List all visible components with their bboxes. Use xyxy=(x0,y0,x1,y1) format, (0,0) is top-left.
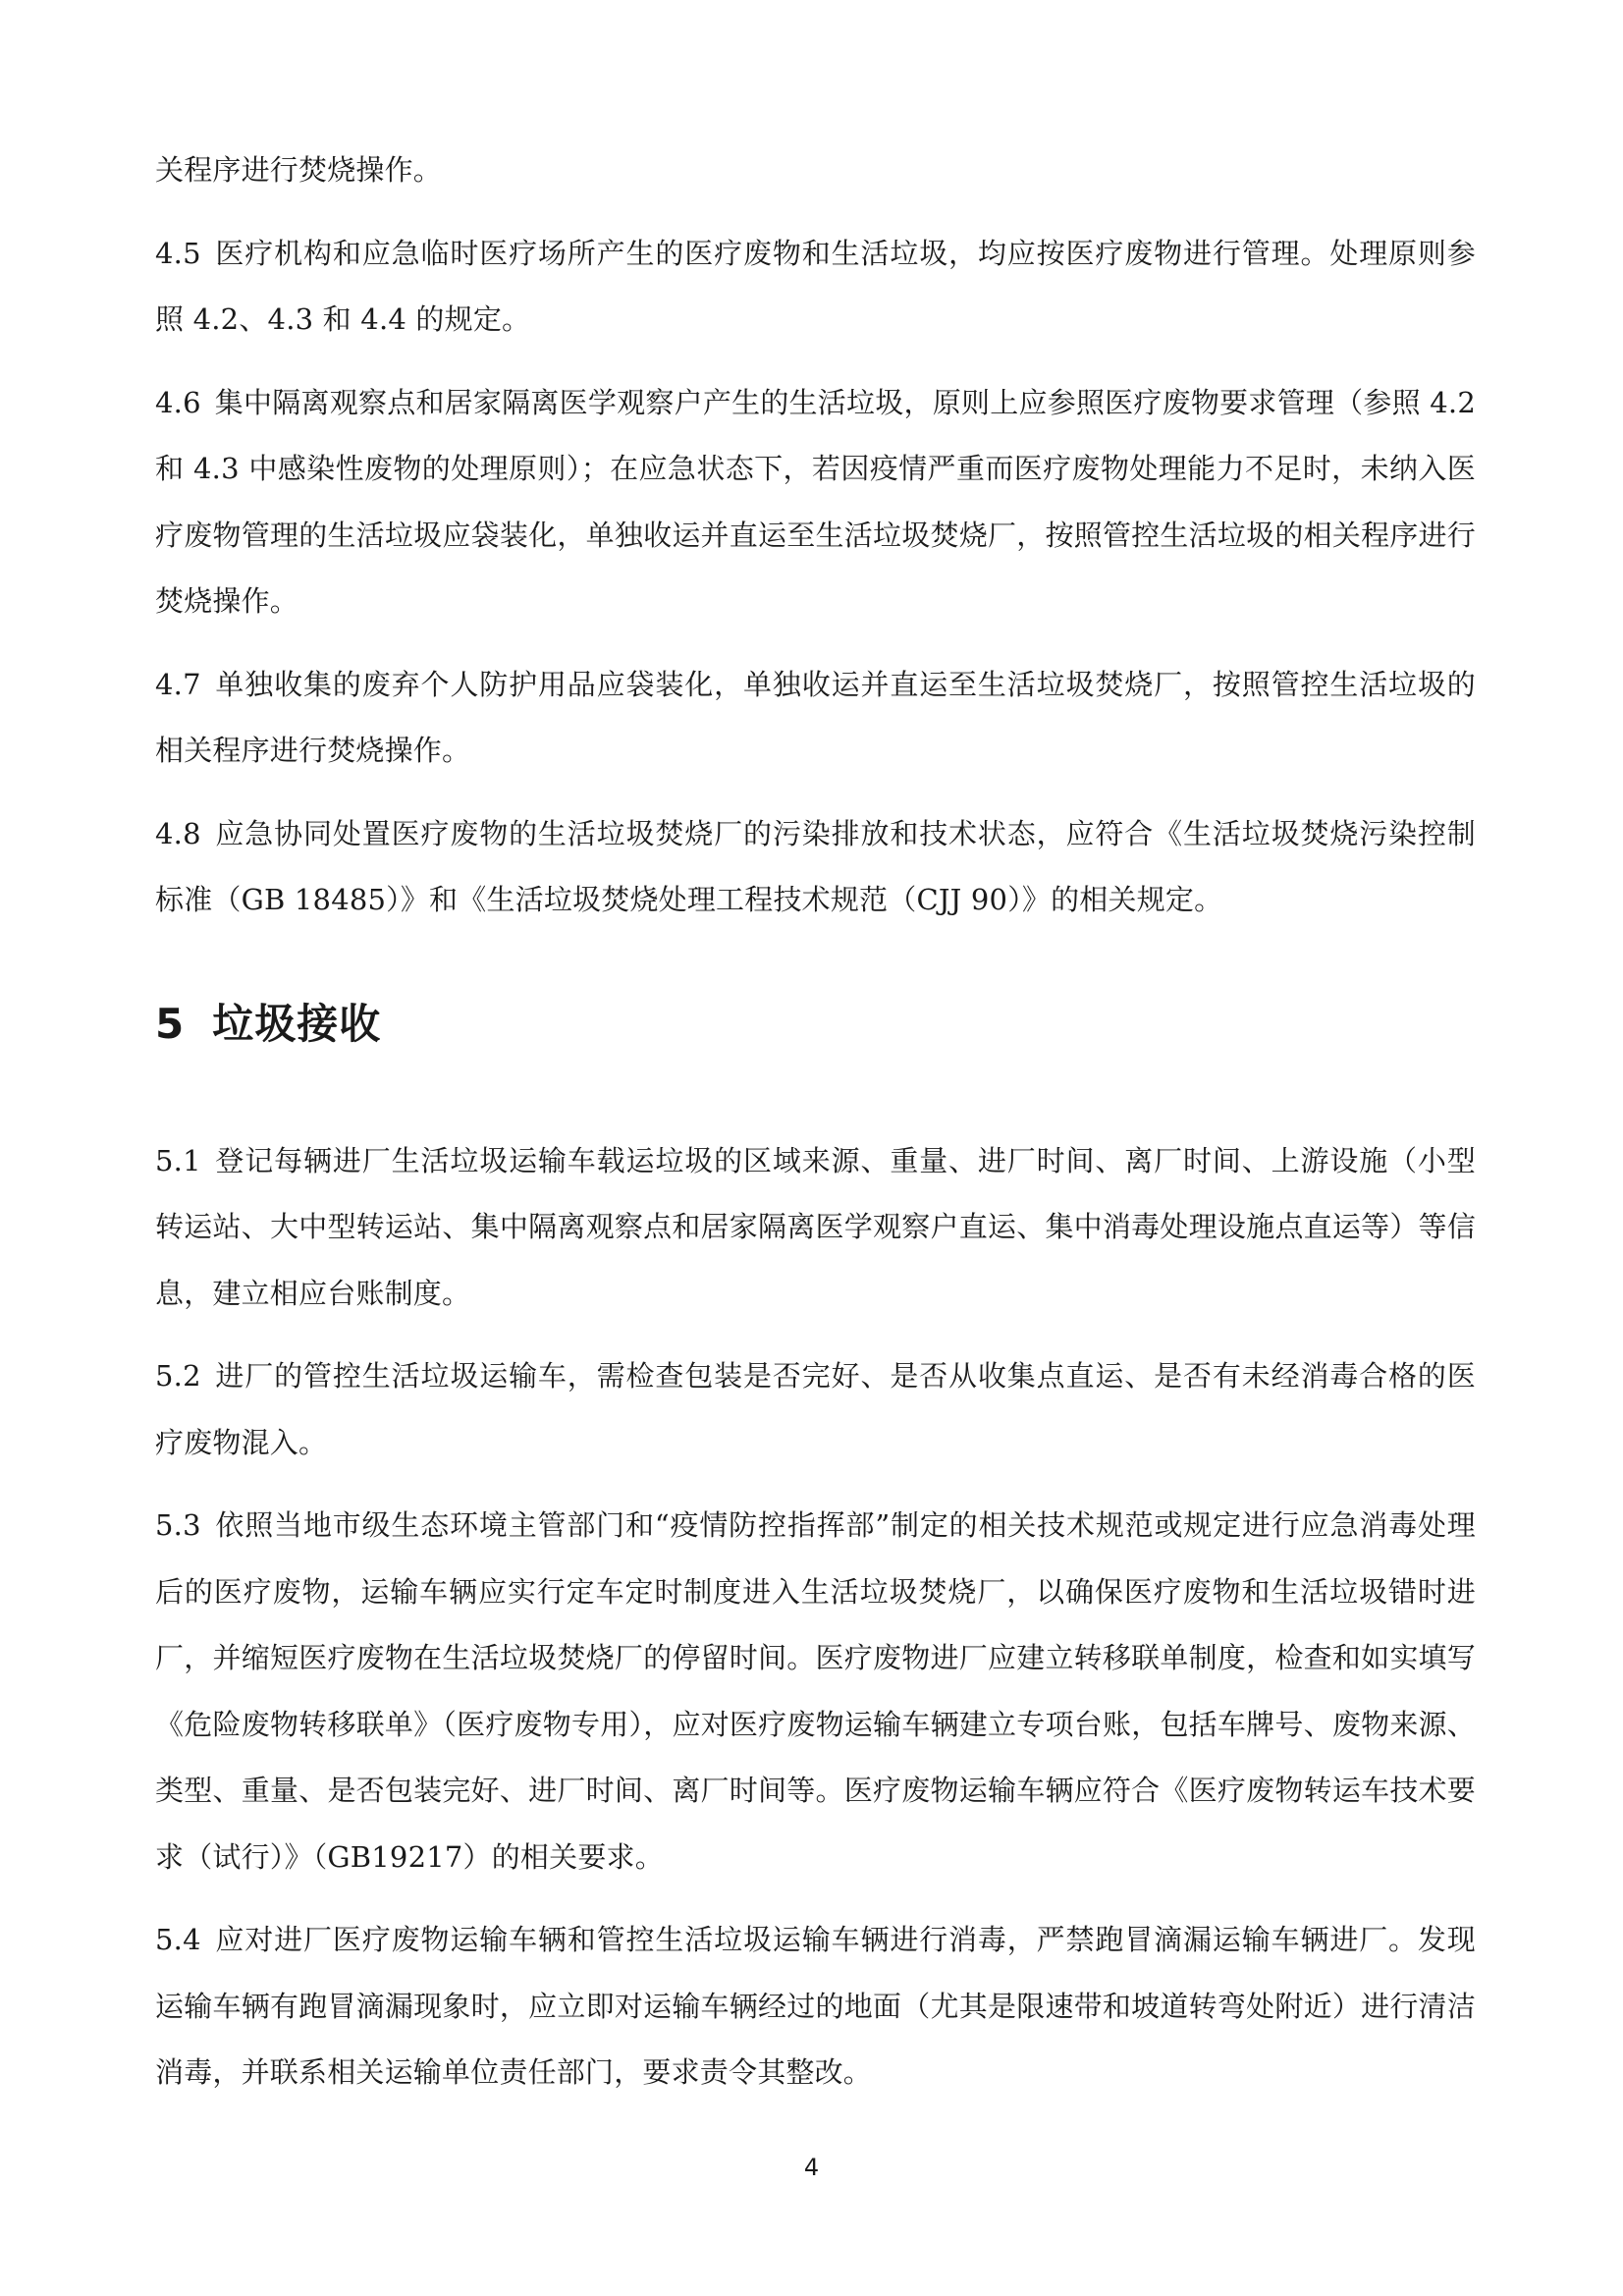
section-title: 垃圾接收 xyxy=(212,999,382,1048)
paragraph-number: 5.2 xyxy=(155,1359,201,1393)
paragraph-number: 4.5 xyxy=(155,236,201,270)
section-number: 5 xyxy=(155,999,186,1048)
paragraph-number: 5.3 xyxy=(155,1508,201,1542)
paragraph-5-3 xyxy=(155,1493,1476,1890)
paragraph-text: 单独收集的废弃个人防护用品应袋装化，单独收运并直运至生活垃圾焚烧厂，按照管控生活垃圾的相关程序进行焚烧操作。 xyxy=(155,667,1476,767)
page-number: 4 xyxy=(803,2154,820,2181)
paragraph-5-4 xyxy=(155,1907,1476,2106)
paragraph-4-8 xyxy=(155,801,1476,934)
paragraph-4-7 xyxy=(155,652,1476,785)
paragraph-text: 进厂的管控生活垃圾运输车，需检查包装是否完好、是否从收集点直运、是否有未经消毒合格的医疗废物混入。 xyxy=(155,1359,1476,1459)
page-content xyxy=(155,137,1476,2123)
paragraph-continuation xyxy=(155,137,1476,204)
paragraph-text: 依照当地市级生态环境主管部门和“疫情防控指挥部”制定的相关技术规范或规定进行应急消毒处理后的医疗废物，运输车辆应实行定车定时制度进入生活垃圾焚烧厂，以确保医疗废物和生活垃圾错时进厂，并缩短医疗废物在生活垃圾焚烧厂的停留时间。医疗废物进厂应建立转移联单制度，检查和如实填写《危险废物转移联单》（医疗废物专用），应对医疗废物运输车辆建立专项台账，包括车牌号、废物来源、类型、重量、是否包装完好、进厂时间、离厂时间等。医疗废物运输车辆应符合《医疗废物转运车技术要求（试行）》（GB19217）的相关要求。 xyxy=(155,1508,1476,1874)
paragraph-text: 应对进厂医疗废物运输车辆和管控生活垃圾运输车辆进行消毒，严禁跑冒滴漏运输车辆进厂。发现运输车辆有跑冒滴漏现象时，应立即对运输车辆经过的地面（尤其是限速带和坡道转弯处附近）进行清洁消毒，并联系相关运输单位责任部门，要求责令其整改。 xyxy=(155,1923,1476,2089)
paragraph-number: 4.7 xyxy=(155,667,201,701)
section-heading xyxy=(155,995,1476,1054)
paragraph-text: 登记每辆进厂生活垃圾运输车载运垃圾的区域来源、重量、进厂时间、离厂时间、上游设施（小型转运站、大中型转运站、集中隔离观察点和居家隔离医学观察户直运、集中消毒处理设施点直运等）等信息，建立相应台账制度。 xyxy=(155,1143,1476,1310)
paragraph-4-5 xyxy=(155,221,1476,354)
paragraph-5-2 xyxy=(155,1343,1476,1476)
paragraph-number: 4.6 xyxy=(155,385,201,419)
paragraph-text: 医疗机构和应急临时医疗场所产生的医疗废物和生活垃圾，均应按医疗废物进行管理。处理原则参照 4.2、4.3 和 4.4 的规定。 xyxy=(155,236,1476,336)
paragraph-text: 集中隔离观察点和居家隔离医学观察户产生的生活垃圾，原则上应参照医疗废物要求管理（参照 4.2 和 4.3 中感染性废物的处理原则）；在应急状态下，若因疫情严重而医疗废物处理能力不足时，未纳入医疗废物管理的生活垃圾应袋装化，单独收运并直运至生活垃圾焚烧厂，按照管控生活垃圾的相关程序进行焚烧操作。 xyxy=(155,385,1476,618)
paragraph-4-6 xyxy=(155,370,1476,635)
paragraph-number: 4.8 xyxy=(155,816,201,850)
paragraph-5-1 xyxy=(155,1128,1476,1328)
paragraph-text: 关程序进行焚烧操作。 xyxy=(155,153,443,187)
paragraph-text: 应急协同处置医疗废物的生活垃圾焚烧厂的污染排放和技术状态，应符合《生活垃圾焚烧污染控制标准（GB 18485）》和《生活垃圾焚烧处理工程技术规范（CJJ 90）》的相关规定。 xyxy=(155,816,1476,916)
paragraph-number: 5.4 xyxy=(155,1923,201,1956)
paragraph-number: 5.1 xyxy=(155,1143,201,1177)
